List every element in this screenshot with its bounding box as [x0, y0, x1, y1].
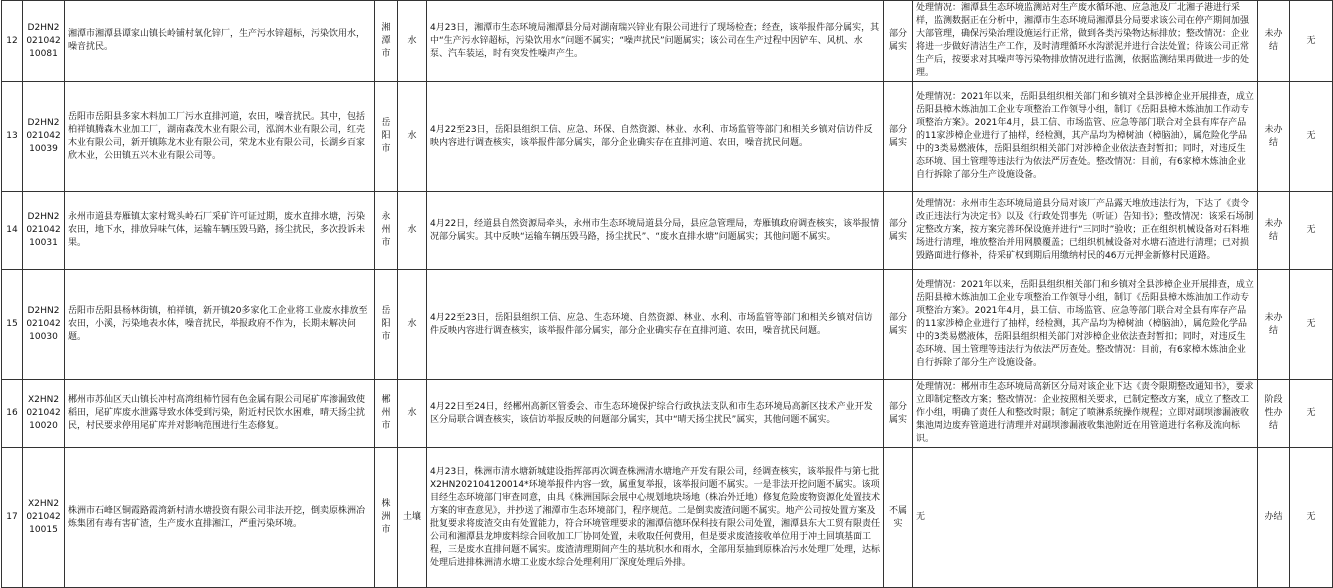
truth-status: 部分属实	[884, 82, 913, 192]
table-row	[2, 270, 1333, 380]
completion-status: 未办结	[1258, 270, 1290, 380]
completion-status: 办结	[1258, 448, 1290, 588]
verification-result: 4月23日，株洲市清水塘新城建设指挥部再次调查株洲清水塘地产开发有限公司，经调查核实，该举报件与第七批X2HN202104120014*环境举报件内容一致，属重复举报，该举报问题不属实。一是非法开挖问题不属实。该项目经生态环境部门审查同意，由具《株洲国际会展中心规划地块场地（株冶外迁地）修复危险废物资源化处置技术方案的审查意见》，并抄送了湘潭市生态环境部门，程序规范。二是倒卖废渣问题不属实。地产公司按处置方案及批复要求将废渣交由有处置能力，符合环境管理要求的湘潭信德环保科技有限公司处置，湘潭县东大工贸有限责任公司和湘潭县龙坤废料综合回收加工厂协同处置，未收取任何费用，但是要求废渣接收单位用于冲土回填基面工程，三是废水直排问题不属实。废渣清理期间产生的基坑积水和雨水，全部用泵抽到原株冶污水处理厂处理，达标处理后进排株洲清水塘工业废水综合处理利用厂深度处理后外排。	[427, 448, 884, 588]
complaint-id: X2HN202104210020	[23, 380, 65, 448]
complaint-content: 永州市道县寿雁镇太家村鸳头岭石厂采矿许可证过期，废水直排水塘，污染农田，地下水，排放异味气体，运输车辆压毁马路，扬尘扰民，多次投诉未果。	[65, 192, 375, 270]
complaint-id: D2HN202104210031	[23, 192, 65, 270]
handling-rectification: 处理情况：郴州市生态环境局高新区分局对该企业下达《责令限期整改通知书》，要求立即制定整改方案；整改情况：企业按照相关要求，已制定整改方案，成立了整改工作小组，明确了责任人和整改时限；制定了喷淋系统操作规程；立即对副坝渗漏液收集池周边废弃管道进行清理并对副坝渗漏液收集池附近在用管道进行名称及流向标识。	[913, 380, 1258, 448]
row-number: 15	[2, 270, 23, 380]
handling-rectification: 处理情况：2021年以来，岳阳县组织相关部门和乡镇对全县涉樟企业开展排查，成立岳阳县樟木炼油加工企业专项整治工作领导小组，制订《岳阳县樟木炼油加工作动专项整治方案》。2021年4月，县工信、市场监管、应急等部门联合对全县有库存产品的11家涉樟企业进行了抽样，经检测，其产品均为樟树油（樟脑油），属危险化学品中的3类易燃液体，岳阳县组织相关部门对涉樟企业依法查封暂扣；同时，对违反生态环境、国土管理等违法行为依法严厉查处。整改情况：目前，有6家樟木炼油企业自行拆除了部分生产设施设备。	[913, 270, 1258, 380]
truth-status: 不属实	[884, 448, 913, 588]
verification-result: 4月23日，湘潭市生态环境局湘潭县分局对湖南瑞兴锌业有限公司进行了现场检查；经查，该举报件部分属实，其中“生产污水锌超标，污染饮用水”问题不属实；“噪声扰民”问题属实；该公司在生产过程中因铲车、风机、水泵、汽车装运，时有突发性噪声产生。	[427, 1, 884, 82]
accountability: 无	[1290, 82, 1333, 192]
verification-result: 4月22至23日，岳阳县组织工信、应急、生态环境、自然资源、林业、水利、市场监管等部门和相关乡镇对信访件反映内容进行调查核实，该举报件部分属实，部分企业确实存在直排河道、农田，噪音扰民问题。	[427, 270, 884, 380]
verification-result: 4月22至23日，岳阳县组织工信、应急、环保、自然资源、林业、水利、市场监管等部门和相关乡镇对信访件反映内容进行调查核实，该举报件部分属实，部分企业确实存在直排河道、农田，噪音扰民问题。	[427, 82, 884, 192]
administrative-region: 岳阳市	[375, 270, 398, 380]
verification-result: 4月22日，经道县自然资源局牵头，永州市生态环境局道县分局，县应急管理局，寿雁镇政府调查核实，该举报情况部分属实。其中反映“运输车辆压毁马路，扬尘扰民”、“废水直排水塘”问题属实；其他问题不属实。	[427, 192, 884, 270]
pollution-type: 水	[398, 1, 427, 82]
handling-rectification: 无	[913, 448, 1258, 588]
complaint-content: 郴州市苏仙区天山镇长冲村高湾组柿竹园有色金属有限公司尾矿库渗漏致使稻田，尾矿库废水泄露导致水体受到污染，附近村民饮水困难，晴天扬尘扰民，村民要求停用尾矿库并对影响范围进行生态修复。	[65, 380, 375, 448]
row-number: 14	[2, 192, 23, 270]
administrative-region: 岳阳市	[375, 82, 398, 192]
pollution-type: 土壤	[398, 448, 427, 588]
complaint-id: D2HN202104210039	[23, 82, 65, 192]
completion-status: 未办结	[1258, 192, 1290, 270]
accountability: 无	[1290, 1, 1333, 82]
complaint-content: 岳阳市岳阳县杨林街镇，柏祥镇，新开镇20多家化工企业将工业废水排放至农田，小溪，污染地表水体，噪音扰民，举报政府不作为，长期未解决问题。	[65, 270, 375, 380]
administrative-region: 湘潭市	[375, 1, 398, 82]
truth-status: 部分属实	[884, 380, 913, 448]
complaint-content: 岳阳市岳阳县多家木料加工厂污水直排河道，农田，噪音扰民。其中，包括柏祥镇腾森木业加工厂，湖南森茂木业有限公司，泓润木业有限公司，红壳木业有限公司，新开镇陈龙木业有限公司，荣龙木业有限公司，长湖乡百家欣木业，公田镇五兴木业有限公司等。	[65, 82, 375, 192]
table-row	[2, 1, 1333, 82]
table-row	[2, 192, 1333, 270]
completion-status: 未办结	[1258, 82, 1290, 192]
row-number: 13	[2, 82, 23, 192]
administrative-region: 郴州市	[375, 380, 398, 448]
pollution-type: 水	[398, 82, 427, 192]
truth-status: 部分属实	[884, 192, 913, 270]
completion-status: 未办结	[1258, 1, 1290, 82]
handling-rectification: 处理情况：湘潭县生态环境监测站对生产废水循环池、应急池及厂北湘子港进行采样，监测数据正在分析中，湘潭市生态环境局湘潭县分局要求该公司在停产期间加强大部管理，确保污染治理设施运行正常，做到各类污染物达标排放；整改情况：企业将进一步做好清洁生产工作，及时清理循环水沟淤泥并进行合法处置；待该公司正常生产后，按要求对其噪声等污染物排放情况进行监测，依据监测结果再做进一步的处理。	[913, 1, 1258, 82]
truth-status: 部分属实	[884, 1, 913, 82]
complaint-content: 株洲市石峰区铜霞路霞湾新村清水塘投资有限公司非法开挖，倒卖原株洲冶炼集团有毒有害矿渣，生产废水直排湘江，严重污染环境。	[65, 448, 375, 588]
administrative-region: 永州市	[375, 192, 398, 270]
accountability: 无	[1290, 270, 1333, 380]
table-row	[2, 82, 1333, 192]
complaint-id: D2HN202104210030	[23, 270, 65, 380]
pollution-type: 水	[398, 192, 427, 270]
complaint-table	[1, 0, 1333, 588]
handling-rectification: 处理情况：永州市生态环境局道县分局对该厂产品露天堆放违法行为，下达了《责令改正违法行为决定书》以及《行政处罚事先（听证）告知书》；整改情况：该采石场制定整改方案，按方案完善环保设施并进行“三同时”验收；正在组织机械设备对石料堆场进行清理，堆放整治并用网膜覆盖；已组织机械设备对水塘石渣进行清理；已对损毁路面进行修补，待采矿权到期后用缴纳村民的46万元押金新修村民道路。	[913, 192, 1258, 270]
truth-status: 部分属实	[884, 270, 913, 380]
completion-status: 阶段性办结	[1258, 380, 1290, 448]
accountability: 无	[1290, 192, 1333, 270]
pollution-type: 水	[398, 380, 427, 448]
administrative-region: 株洲市	[375, 448, 398, 588]
verification-result: 4月22日至24日，经郴州高新区管委会、市生态环境保护综合行政执法支队和市生态环境局高新区技术产业开发区分局联合调查核实，该信访举报反映的问题部分属实，其中“晴天扬尘扰民”属实，其他问题不属实。	[427, 380, 884, 448]
row-number: 16	[2, 380, 23, 448]
handling-rectification: 处理情况：2021年以来，岳阳县组织相关部门和乡镇对全县涉樟企业开展排查，成立岳阳县樟木炼油加工企业专项整治工作领导小组，制订《岳阳县樟木炼油加工作动专项整治方案》。2021年4月，县工信、市场监管、应急等部门联合对全县有库存产品的11家涉樟企业进行了抽样，经检测，其产品均为樟树油（樟脑油），属危险化学品中的3类易燃液体，岳阳县组织相关部门对涉樟企业依法查封暂扣；同时，对违反生态环境、国土管理等违法行为依法严厉查处。整改情况：目前，有6家樟木炼油企业自行拆除了部分生产设施设备。	[913, 82, 1258, 192]
row-number: 17	[2, 448, 23, 588]
table-row	[2, 380, 1333, 448]
complaint-id: D2HN202104210081	[23, 1, 65, 82]
pollution-type: 水	[398, 270, 427, 380]
accountability: 无	[1290, 448, 1333, 588]
table-row	[2, 448, 1333, 588]
row-number: 12	[2, 1, 23, 82]
accountability: 无	[1290, 380, 1333, 448]
complaint-id: X2HN202104210015	[23, 448, 65, 588]
complaint-content: 湘潭市湘潭县谭家山镇长岭铺村氧化锌厂，生产污水锌超标，污染饮用水，噪音扰民。	[65, 1, 375, 82]
